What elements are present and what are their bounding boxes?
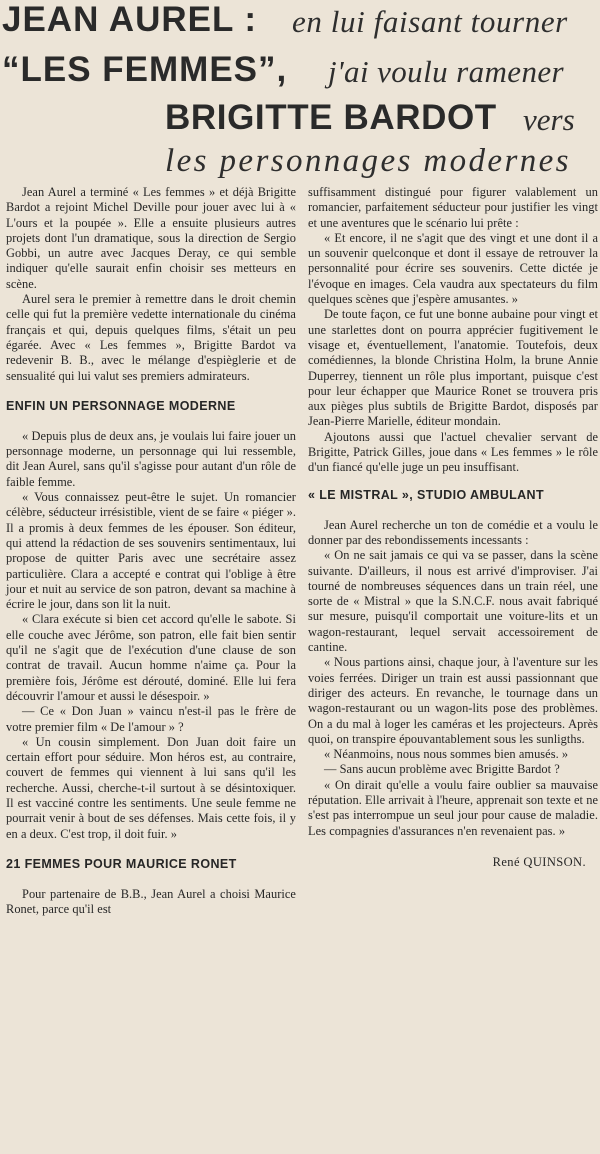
left-paragraph: « Vous connaissez peut-être le sujet. Un romancier célèbre, séducteur irrésistible, vient de se faire « piéger ». Il a promis à deux femmes de les épouser. Son éditeur, qui attend la rédaction de ses souvenirs sentimentaux, lui propose de quitter Paris avec une secrétaire assez particulière. Clara a accepté e contrat qui l'oblige à être jour et nuit au service de son patron, devant sa machine à écrire le jour, dans son lit la nuit. — [6, 490, 296, 612]
left-paragraph: « Un cousin simplement. Don Juan doit faire un certain effort pour séduire. Mon héros est, au contraire, couvert de femmes qui viennent à lui sans qu'il les recherche. Aussi, cherche-t-il surtout à se désintoxiquer. Il est vacciné contre les sentiments. Une seule femme ne pourrait venir à bout de ses défenses. Mais cette fois, il y en a deux. C'est trop, il doit fuir. » — [6, 734, 296, 841]
left-paragraph: Aurel sera le premier à remettre dans le droit chemin celle qui fut la première vedette internationale du cinéma français et qui, depuis quelques films, s'était un peu égarée. Avec « Les femmes », Brigitte Bardot va redevenir B. B., avec le mélange d'espièglerie et de sensualité qui lui valut ses premiers admirateurs. — [6, 292, 296, 383]
right-paragraph: « Et encore, il ne s'agit que des vingt et une dont il a un souvenir quelconque et dont il essaye de retrouver la personnalité pour écrire ses souvenirs. Cette dictée je l'évoque en images. Cela vaudra aux spectateurs du film quelques scènes que j'espère amusantes. » — [308, 230, 598, 307]
section-heading: « LE MISTRAL », STUDIO AMBULANT — [308, 487, 545, 502]
right-paragraph: — Sans aucun problème avec Brigitte Bardot ? — [324, 762, 560, 777]
right-column — [308, 185, 598, 870]
headline-line3-bold: BRIGITTE BARDOT — [165, 98, 497, 137]
left-paragraph: — Ce « Don Juan » vaincu n'est-il pas le frère de votre premier film « De l'amour » ? — [6, 704, 296, 734]
right-paragraph: « On ne sait jamais ce qui va se passer, dans la scène suivante. D'ailleurs, il nous est arrivé d'improviser. J'ai tourné de nombreuses séquences dans un train réel, une sorte de « Mistral » que la S.N.C.F. nous avait fabriqué sur mesure, puisqu'il comportait une voiture-lits et un wagon-restaurant, lequel servait accessoirement de cantine. — [308, 548, 598, 655]
left-paragraph: « Clara exécute si bien cet accord qu'elle le sabote. Si elle couche avec Jérôme, son patron, elle fait bien sentir qu'il ne s'agit que de l'exécution d'une clause de son contrat de travail. Aucun homme n'aime ça. Pour la première fois, Jérôme est dérouté, dominé. Elle lui fera découvrir l'amour et aussi le désespoir. » — [6, 612, 296, 703]
headline-line2-bold: “LES FEMMES”, — [2, 50, 288, 89]
left-column — [6, 185, 296, 917]
author-signature: René QUINSON. — [492, 854, 586, 869]
right-paragraph: De toute façon, ce fut une bonne aubaine pour vingt et une starlettes dont on pourra apprécier fugitivement le visage et, éventuellement, l'anatomie. Toutefois, deux comédiennes, la blonde Christina Holm, la brune Annie Duperrey, tiennent un rôle plus important, puisque c'est pour leur échapper que Maurice Ronet se trouvera pris aux pièges plus subtils de Brigitte Bardot, disposés par Jean-Pierre Marielle, éditeur mondain. — [308, 307, 598, 429]
left-paragraph: Pour partenaire de B.B., Jean Aurel a choisi Maurice Ronet, parce qu'il est — [6, 886, 296, 917]
right-paragraph: suffisamment distingué pour figurer valablement un romancier, parfaitement séducteur pour justifier les vingt et une aventures que le scénario lui prête : — [308, 185, 598, 230]
left-paragraph: « Depuis plus de deux ans, je voulais lui faire jouer un personnage moderne, un personnage qui lui ressemble, dit Jean Aurel, sans qu'il s'agisse pour autant d'un rôle de faible femme. — [6, 428, 296, 489]
right-paragraph: « Néanmoins, nous nous sommes bien amusés. » — [324, 747, 569, 762]
right-paragraph: Jean Aurel recherche un ton de comédie et a voulu le donner par des rebondissements incessants : — [308, 517, 598, 547]
section-heading: 21 FEMMES POUR MAURICE RONET — [6, 856, 237, 871]
right-paragraph: « On dirait qu'elle a voulu faire oublier sa mauvaise réputation. Elle arrivait à l'heure, apprenait son texte et ne s'est pas interrompue un seul jour pour cause de maladie. Les compagnies d'assurances n'en revenaient pas. » — [308, 777, 598, 838]
headline-line1-bold: JEAN AUREL : — [2, 0, 258, 39]
left-paragraph: Jean Aurel a terminé « Les femmes » et déjà Brigitte Bardot a rejoint Michel Deville pour jouer avec lui à « L'ours et la poupée ». Elle a ensuite plusieurs autres projets dont l'un dramatique, sous la direction de Sergio Gobbi, un autre avec Jacques Deray, ce qui semble indiquer qu'elle saurait enfin choisir ses metteurs en scène. — [6, 185, 296, 291]
section-heading: ENFIN UN PERSONNAGE MODERNE — [6, 398, 236, 413]
headline-line1-italic: en lui faisant tourner — [292, 4, 568, 39]
headline-line2-italic: j'ai voulu ramener — [328, 54, 564, 89]
right-paragraph: Ajoutons aussi que l'actuel chevalier servant de Brigitte, Patrick Gilles, joue dans « Les femmes » le rôle d'un fiancé qu'elle juge un peu insuffisant. — [308, 429, 598, 475]
right-paragraph: « Nous partions ainsi, chaque jour, à l'aventure sur les voies ferrées. Diriger un train est aussi passionnant que diriger des acteurs. En revanche, le tournage dans un wagon-restaurant ou un wagon-lits pose des problèmes. On a du mal à loger les caméras et les projecteurs. Après quoi, on transpire épouvantablement sous les sunligths. — [308, 655, 598, 746]
headline-line3-italic: vers — [523, 102, 575, 137]
headline-line4-italic: les personnages modernes — [165, 143, 571, 179]
